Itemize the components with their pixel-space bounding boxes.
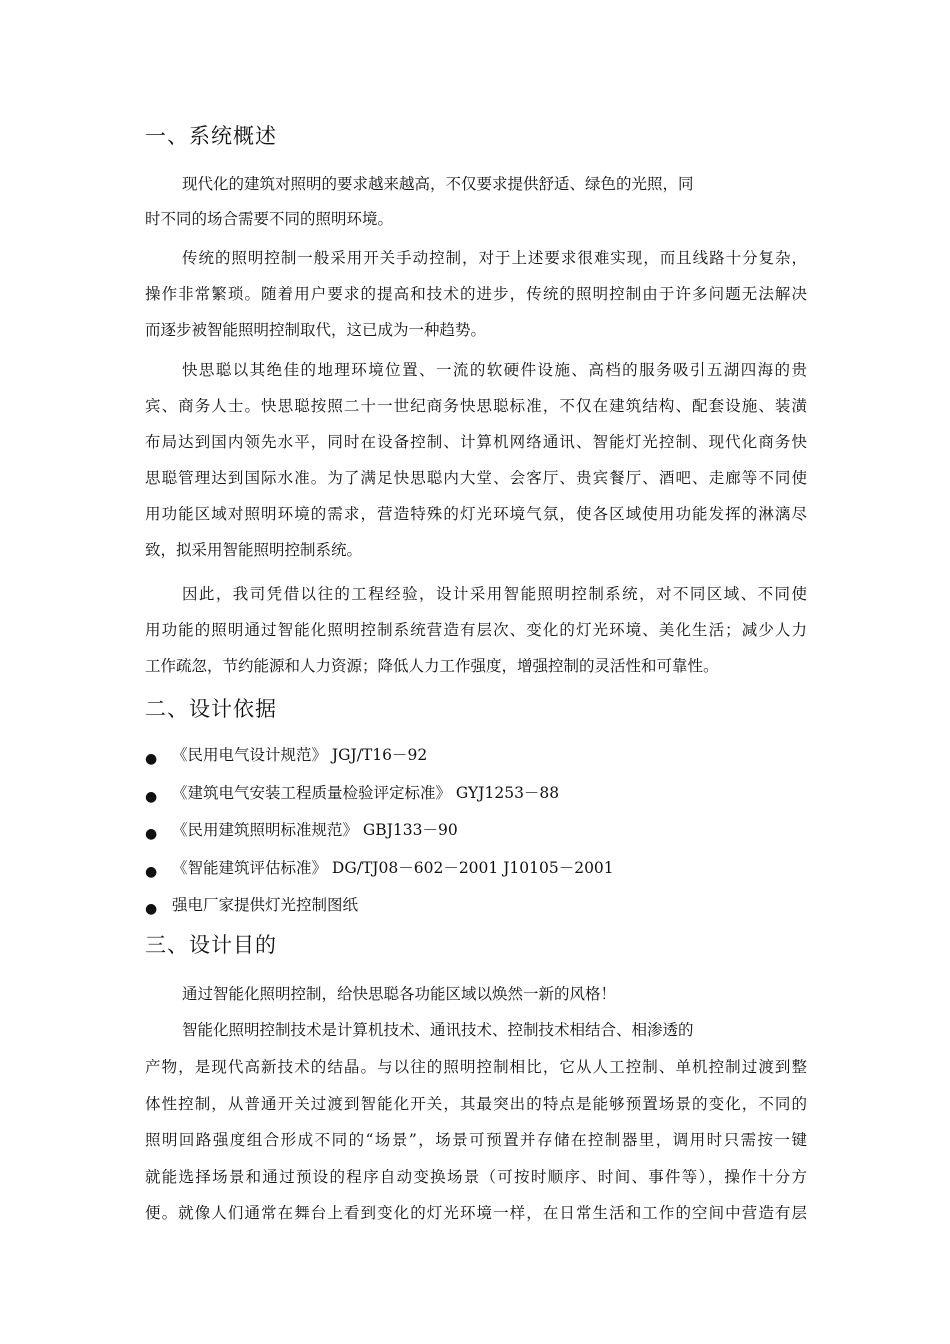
paragraph-line: 操作非常繁琐。随着用户要求的提高和技术的进步，传统的照明控制由于许多问题无法解决 bbox=[145, 285, 807, 303]
paragraph-line: 通过智能化照明控制，给快思聪各功能区域以焕然一新的风格！ bbox=[182, 985, 617, 1003]
paragraph-line: 时不同的场合需要不同的照明环境。 bbox=[145, 210, 394, 228]
paragraph-line: 用功能的照明通过智能化照明控制系统营造有层次、变化的灯光环境、美化生活；减少人力 bbox=[145, 621, 807, 639]
list-item-text: 《建筑电气安装工程质量检验评定标准》 GYJ1253－88 bbox=[172, 784, 560, 802]
bullet-icon: ● bbox=[145, 789, 158, 805]
section-heading-purpose: 三、设计目的 bbox=[145, 933, 277, 957]
paragraph-line: 产物，是现代高新技术的结晶。与以往的照明控制相比，它从人工控制、单机控制过渡到整 bbox=[145, 1058, 807, 1076]
bullet-icon: ● bbox=[145, 826, 158, 842]
paragraph-line: 布局达到国内领先水平，同时在设备控制、计算机网络通讯、智能灯光控制、现代化商务快 bbox=[145, 433, 807, 451]
list-item-text: 《智能建筑评估标准》 DG/TJ08－602－2001 J10105－2001 bbox=[172, 859, 614, 877]
paragraph-line: 致，拟采用智能照明控制系统。 bbox=[145, 541, 363, 559]
paragraph-line: 用功能区域对照明环境的需求，营造特殊的灯光环境气氛，使各区域使用功能发挥的淋漓尽 bbox=[145, 505, 807, 523]
paragraph-line: 传统的照明控制一般采用开关手动控制，对于上述要求很难实现，而且线路十分复杂， bbox=[182, 249, 807, 267]
bullet-icon: ● bbox=[145, 901, 158, 917]
paragraph-line: 照明回路强度组合形成不同的“场景”，场景可预置并存储在控制器里，调用时只需按一键 bbox=[145, 1131, 807, 1149]
list-item-text: 《民用电气设计规范》 JGJ/T16－92 bbox=[172, 746, 428, 764]
paragraph-line: 便。就像人们通常在舞台上看到变化的灯光环境一样，在日常生活和工作的空间中营造有层 bbox=[145, 1204, 807, 1222]
bullet-icon: ● bbox=[145, 864, 158, 880]
paragraph-line: 现代化的建筑对照明的要求越来越高，不仅要求提供舒适、绿色的光照，同 bbox=[182, 175, 694, 193]
paragraph-line: 因此，我司凭借以往的工程经验，设计采用智能照明控制系统，对不同区域、不同使 bbox=[182, 585, 807, 603]
bullet-icon: ● bbox=[145, 751, 158, 767]
paragraph-line: 宾、商务人士。快思聪按照二十一世纪商务快思聪标准，不仅在建筑结构、配套设施、装潢 bbox=[145, 397, 807, 415]
section-heading-overview: 一、系统概述 bbox=[145, 124, 277, 148]
paragraph-line: 思聪管理达到国际水准。为了满足快思聪内大堂、会客厅、贵宾餐厅、酒吧、走廊等不同使 bbox=[145, 469, 807, 487]
paragraph-line: 而逐步被智能照明控制取代，这已成为一种趋势。 bbox=[145, 321, 487, 339]
paragraph-line: 智能化照明控制技术是计算机技术、通讯技术、控制技术相结合、相渗透的 bbox=[182, 1021, 694, 1039]
paragraph-line: 体性控制，从普通开关过渡到智能化开关，其最突出的特点是能够预置场景的变化，不同的 bbox=[145, 1095, 807, 1113]
paragraph-line: 快思聪以其绝佳的地理环境位置、一流的软硬件设施、高档的服务吸引五湖四海的贵 bbox=[182, 361, 807, 379]
list-item-text: 强电厂家提供灯光控制图纸 bbox=[172, 896, 359, 914]
list-item-text: 《民用建筑照明标准规范》 GBJ133－90 bbox=[172, 821, 458, 839]
paragraph-line: 就能选择场景和通过预设的程序自动变换场景（可按时顺序、时间、事件等），操作十分方 bbox=[145, 1168, 807, 1186]
paragraph-line: 工作疏忽，节约能源和人力资源；降低人力工作强度，增强控制的灵活性和可靠性。 bbox=[145, 657, 719, 675]
section-heading-basis: 二、设计依据 bbox=[145, 697, 277, 721]
